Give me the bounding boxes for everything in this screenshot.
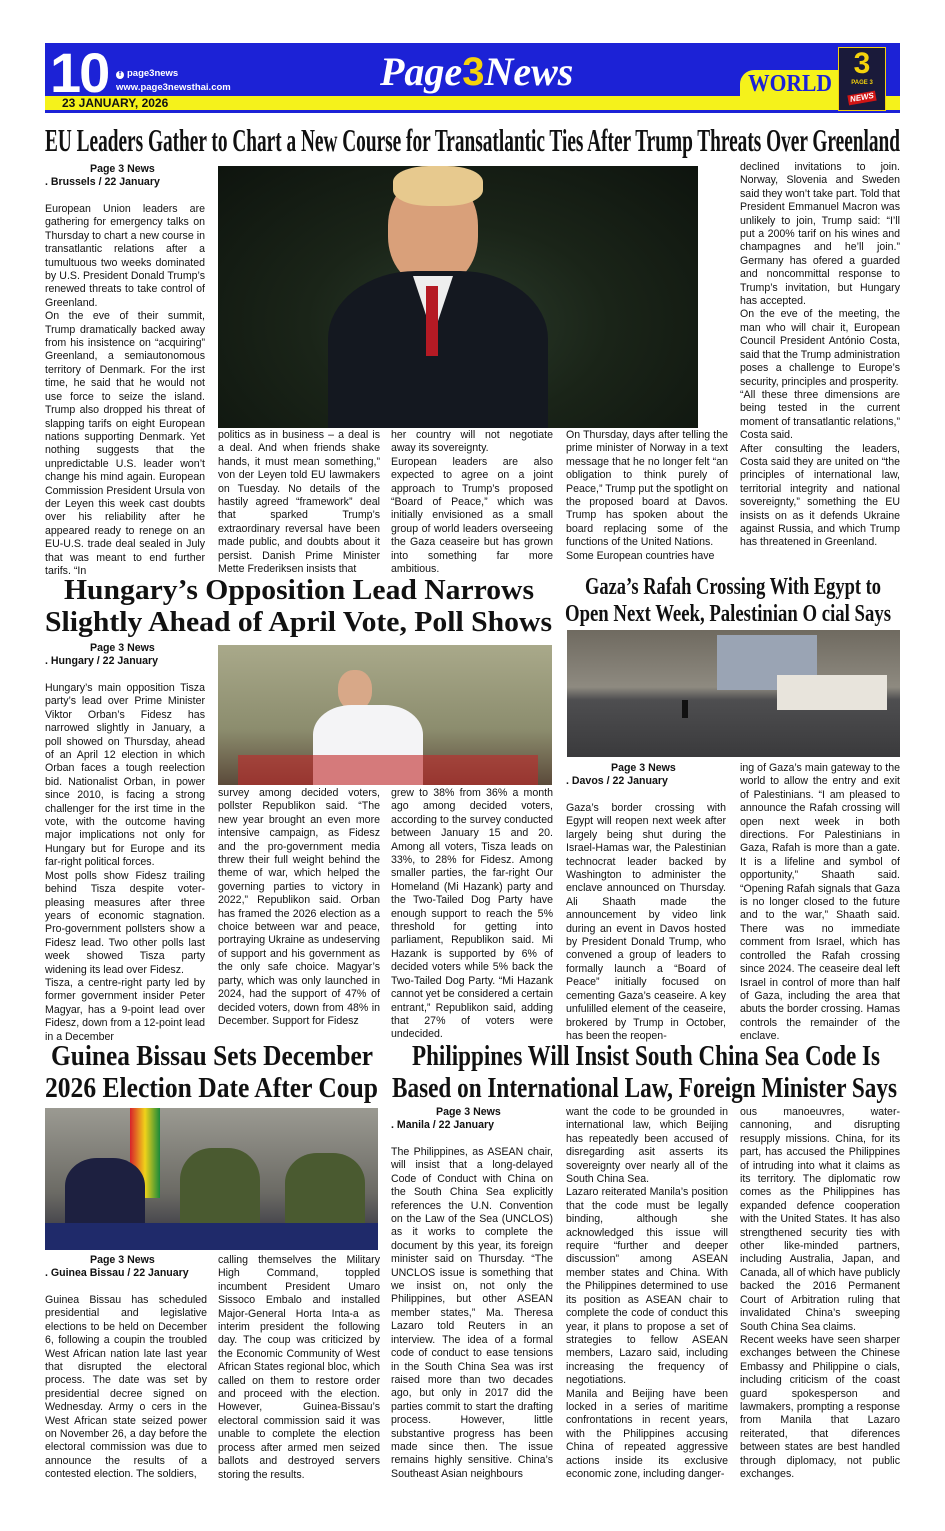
hungary-column-2: survey among decided voters, pollster Republikon said. “The new year brought an even more intensive campaign, as Fidesz and the pro-government media threw their full weight behind the theme of war, which helped the governing parties to victory in 2022,” Republikon said. Orban has framed the 2026 election as a choice between war and peace, portraying Ukraine as undeserving of support and his government as the only safe choice. Magyar’s party, which was only launched in 2024, had the support of 47% of decided voters, down from 48% in December. Support for Fidesz [218, 787, 380, 1027]
eu-column-4: On Thursday, days after telling the prime minister of Norway in a text message that he no longer felt “an obligation to think purely of Peace,” Trump put the spotlight on the proposed board at Davos. Trump has spoken about the board replacing some of the functions of the United Nations. Some European countries have [566, 429, 728, 562]
hungary-headline-line1: Hungary’s Opposition Lead Narrows [63, 574, 534, 606]
guinea-byline [45, 1254, 207, 1281]
philippines-byline [391, 1106, 553, 1133]
brand-logo [380, 49, 574, 94]
eu-headline-text: EU Leaders Gather to Chart a New Course for Transatlantic Ties After Trump Threats Over Greenland [45, 122, 900, 158]
philippines-column-1: The Philippines, as ASEAN chair, will insist that a long-delayed Code of Conduct with China on the South China Sea explicitly references the U.N. Convention on the Law of the Sea (UNCLOS) as it works to complete the document by this year, its foreign minister said on Thursday. “The UNCLOS issue is something that we insist on, not only the Philippines, but other ASEAN member states,” Ma. Theresa Lazaro told Reuters in an interview. The idea of a formal code of conduct to ease tensions in the South China Sea was irst raised more than two decades ago, but only in 2017 did the parties commit to start the drafting process. However, little substantive progress has been made since then. The issue remains highly sensitive. China’s Southeast Asian neighbours [391, 1146, 553, 1480]
facebook-icon: f [116, 71, 124, 79]
social-handle-text: page3news [127, 68, 179, 79]
gaza-headline-line2: Open Next Week, Palestinian O cial Says [565, 601, 891, 627]
byline-dateline: . Manila / 22 January [391, 1119, 495, 1132]
trump-photo [218, 166, 698, 428]
brand-text-3: 3 [462, 50, 485, 94]
website-link[interactable]: www.page3newsthai.com [116, 82, 231, 93]
philippines-headline-line1: Philippines Will Insist South China Sea Code Is [412, 1040, 880, 1072]
hungary-headline-line2: Slightly Ahead of April Vote, Poll Shows [45, 606, 552, 638]
social-handle[interactable] [116, 68, 178, 80]
magyar-speech-photo [218, 645, 552, 785]
logo-tag: NEWS [847, 91, 876, 106]
brand-text-page: Page [380, 49, 463, 94]
philippines-headline-line2: Based on International Law, Foreign Minister Says [392, 1072, 897, 1104]
byline-dateline: . Hungary / 22 January [45, 655, 159, 668]
military-leaders-photo [45, 1108, 378, 1250]
byline-source: Page 3 News [611, 762, 676, 774]
byline-source: Page 3 News [90, 642, 155, 654]
eu-column-3: her country will not negotiate away its sovereignty. European leaders are also expected to agree on a joint approach to Trump’s proposed “Board of Peace,” which was initially envisioned as a small group of world leaders overseeing the Gaza ceaseire but has grown into something far more ambitious. [391, 429, 553, 576]
byline-dateline: . Brussels / 22 January [45, 176, 160, 189]
masthead-date-strip [45, 96, 900, 110]
page3-logo-badge [838, 47, 886, 111]
byline-source: Page 3 News [436, 1106, 501, 1118]
issue-date: 23 JANUARY, 2026 [62, 96, 169, 110]
brand-text-news: News [484, 49, 574, 94]
byline-source: Page 3 News [90, 163, 155, 175]
guinea-headline [45, 1040, 378, 1104]
gaza-column-1: Gaza’s border crossing with Egypt will reopen next week after largely being shut during the Israel-Hamas war, the Palestinian technocrat leader backed by Washington to administer the enclave announced on Thursday. Ali Shaath made the announcement by video link during an event in Davos hosted by President Donald Trump, who convened a group of leaders to formally launch a “Board of Peace” initially focused on cementing Gaza’s ceaseire. A key unfulilled element of the ceaseire, brokered by Trump in October, has been the reopen- [566, 802, 726, 1042]
guinea-column-1: Guinea Bissau has scheduled presidential and legislative elections to be held on December 6, following a coupin the troubled West African nation late last year that disrupted the electoral process. The date was set by presidential decree signed on Wednesday. Army o cers in the West African state seized power on November 26, a day before the electoral commission was due to announce the results of a contested election. The soldiers, [45, 1294, 207, 1481]
logo-text: PAGE 3 [851, 80, 873, 86]
page-number: 10 [50, 41, 109, 104]
philippines-headline [392, 1040, 900, 1104]
eu-headline [45, 122, 900, 158]
hungary-headline [45, 574, 552, 638]
hungary-byline [45, 642, 207, 669]
hungary-column-1: Hungary’s main opposition Tisza party’s lead over Prime Minister Viktor Orban’s Fidesz has narrowed slightly in January, a poll showed on Thursday, ahead of an April 12 election in which Orban faces a tough reelection bid. Nationalist Orban, in power since 2010, is facing a strong challenger for the irst time in the vote, with the outcome having major implications not only for Hungary but for Europe and its far-right political forces. Most polls show Fidesz trailing behind Tisza despite voter-pleasing measures after three years of economic stagnation. Pro-government pollsters show a Fidesz lead. Two other polls last week showed Tisza party widening its lead over Fidesz. Tisza, a centre-right party led by former government insider Peter Magyar, has a 9-point lead over Fidesz, down from a 12-point lead in a December [45, 682, 205, 1043]
eu-column-5: declined invitations to join. Norway, Slovenia and Sweden said they won’t take part. Told that President Emmanuel Macron was unlikely to join, Trump said: “I’ll put a 200% tarif on his wines and champagnes and he’ll join.” Germany has ofered a guarded and noncommittal response to Trump’s invitation, but Hungary has accepted. On the eve of the meeting, the man who will chair it, European Council President António Costa, said that the Trump administration poses a challenge to Europe’s security, principles and prosperity. “All these three dimensions are being tested in the current moment of transatlantic relations,” Costa said. After consulting the leaders, Costa said they are united on “the principles of international law, territorial integrity and national sovereignty,” something the EU insists on as it defends Ukraine against Russia, and which Trump has threatened in Greenland. [740, 161, 900, 549]
eu-column-1: European Union leaders are gathering for emergency talks on Thursday to chart a new course in transatlantic relations after a tumultuous two weeks dominated by U.S. President Donald Trump’s renewed threats to take control of Greenland. On the eve of their summit, Trump dramatically backed away from his insistence on “acquiring” Greenland, a semiautonomous territory of Denmark. For the irst time, he said that he would not use force to seize the island. Trump also dropped his threat of slapping tarifs on eight European nations supporting Denmark. Yet nothing suggests that the unpredictable U.S. leader won’t change his mind again. European Commission President Ursula von der Leyen this week cast doubts over his reliability after he appeared ready to renege on an EU-U.S. trade deal sealed in July that was meant to end further tarifs. “In [45, 203, 205, 577]
gaza-column-2: ing of Gaza’s main gateway to the world to allow the entry and exit of Palestinians. “I am pleased to announce the Rafah crossing will open next week in both directions. For Palestinians in Gaza, Rafah is more than a gate. It is a lifeline and symbol of opportunity,” Shaath said. “Opening Rafah signals that Gaza is no longer closed to the future and to the war,” Shaath said. There was no immediate comment from Israel, which has controlled the Rafah crossing since 2024. The ceaseire deal left Israel in control of more than half of Gaza, including the area that abuts the border crossing. Hamas controls the remainder of the enclave. [740, 762, 900, 1043]
hungary-column-3: grew to 38% from 36% a month ago among decided voters, according to the survey conducted between January 15 and 20. Among all voters, Tisza leads on 33%, to 28% for Fidesz. Among smaller parties, the far-right Our Homeland (Mi Hazank) party and the Two-Tailed Dog Party have enough support to reach the 5% threshold for getting into parliament, Republikon said. Mi Hazank is supported by 6% of decided voters while 5% back the Two-Tailed Dog Party. “Mi Hazank cannot yet be considered a certain entrant,” Republikon said, adding that 27% of voters were undecided. [391, 787, 553, 1041]
byline-source: Page 3 News [90, 1254, 155, 1266]
eu-byline [45, 163, 207, 190]
gaza-headline [565, 574, 901, 628]
byline-dateline: . Guinea Bissau / 22 January [45, 1267, 189, 1280]
logo-number: 3 [853, 47, 871, 80]
philippines-column-2: want the code to be grounded in international law, which Beijing has repeatedly been accused of disregarding asit asserts its sovereignty over nearly all of the South China Sea. Lazaro reiterated Manila’s position that the code must be legally binding, although she acknowledged this issue will require “further and deeper discussion” among ASEAN member states and China. With the Philippines determined to use its position as ASEAN chair to complete the code of conduct this year, it plans to propose a set of strategies to fellow ASEAN members, Lazaro said, including increasing the frequency of negotiations. Manila and Beijing have been locked in a series of maritime confrontations in recent years, with the Philippines accusing China of repeated aggressive actions inside its exclusive economic zone, including danger- [566, 1106, 728, 1480]
rafah-crossing-photo [567, 630, 900, 757]
gaza-byline [566, 762, 728, 789]
guinea-headline-line2: 2026 Election Date After Coup [45, 1072, 378, 1104]
section-label: WORLD [748, 71, 833, 97]
gaza-headline-line1: Gaza’s Rafah Crossing With Egypt to [585, 574, 881, 600]
byline-dateline: . Davos / 22 January [566, 775, 668, 788]
guinea-column-2: calling themselves the Military High Command, toppled incumbent President Umaro Sissoco Embalo and installed Major-General Horta Inta-a as interim president the following day. The coup was criticized by the Economic Community of West African States regional bloc, which called on them to restore order and proceed with the election. However, Guinea-Bissau’s electoral commission said it was unable to complete the election process after armed men seized ballots and destroyed servers storing the results. [218, 1254, 380, 1481]
eu-column-2: politics as in business – a deal is a deal. And when friends shake hands, it must mean something,” von der Leyen told EU lawmakers on Tuesday. No details of the hastily agreed “framework” deal that sparked Trump’s extraordinary reversal have been made public, and doubts about it persist. Danish Prime Minister Mette Frederiksen insists that [218, 429, 380, 576]
guinea-headline-line1: Guinea Bissau Sets December [50, 1040, 373, 1072]
philippines-column-3: ous manoeuvres, water-cannoning, and disrupting resupply missions. China, for its part, has accused the Philippines of intruding into what it claims as its territory. The diplomatic row comes as the Philippines has expanded defence cooperation with the United States. It has also strengthened security ties with other like-minded partners, including Australia, Japan, and Canada, all of which have publicly backed the 2016 Permanent Court of Arbitration ruling that invalidated China’s sweeping South China Sea claims. Recent weeks have seen sharper exchanges between the Chinese Embassy and Philippine o cials, including criticism of the coast guard spokesperson and lawmakers, prompting a response from Manila that Lazaro reiterated, that diferences between states are best handled through diplomacy, not public exchanges. [740, 1106, 900, 1480]
masthead-rule [45, 110, 900, 113]
